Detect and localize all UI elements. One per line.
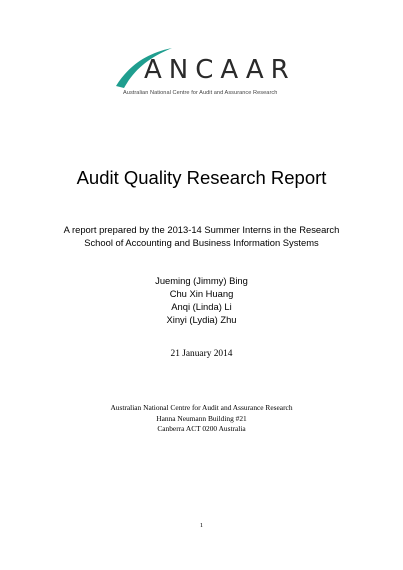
author-name: Anqi (Linda) Li — [171, 301, 232, 313]
author-name: Jueming (Jimmy) Bing — [155, 275, 248, 286]
author-list — [0, 274, 403, 326]
address-line: Canberra ACT 0200 Australia — [157, 424, 246, 433]
ancaar-logo — [114, 46, 304, 102]
address-block — [0, 403, 403, 435]
subtitle-line: School of Accounting and Business Information Systems — [84, 237, 319, 248]
logo-wordmark: ANCAAR — [144, 55, 296, 85]
report-title: Audit Quality Research Report — [76, 167, 327, 188]
report-subtitle — [40, 223, 363, 249]
subtitle-line: A report prepared by the 2013-14 Summer Interns in the Research — [63, 224, 340, 235]
address-line: Australian National Centre for Audit and Assurance Research — [110, 403, 293, 412]
page-number: 1 — [199, 522, 204, 529]
logo-tagline: Australian National Centre for Audit and Assurance Research — [123, 90, 278, 96]
author-name: Chu Xin Huang — [169, 288, 234, 300]
address-line: Hanna Neumann Building #21 — [156, 413, 247, 423]
author-name: Xinyi (Lydia) Zhu — [166, 314, 237, 326]
report-date: 21 January 2014 — [170, 349, 233, 359]
